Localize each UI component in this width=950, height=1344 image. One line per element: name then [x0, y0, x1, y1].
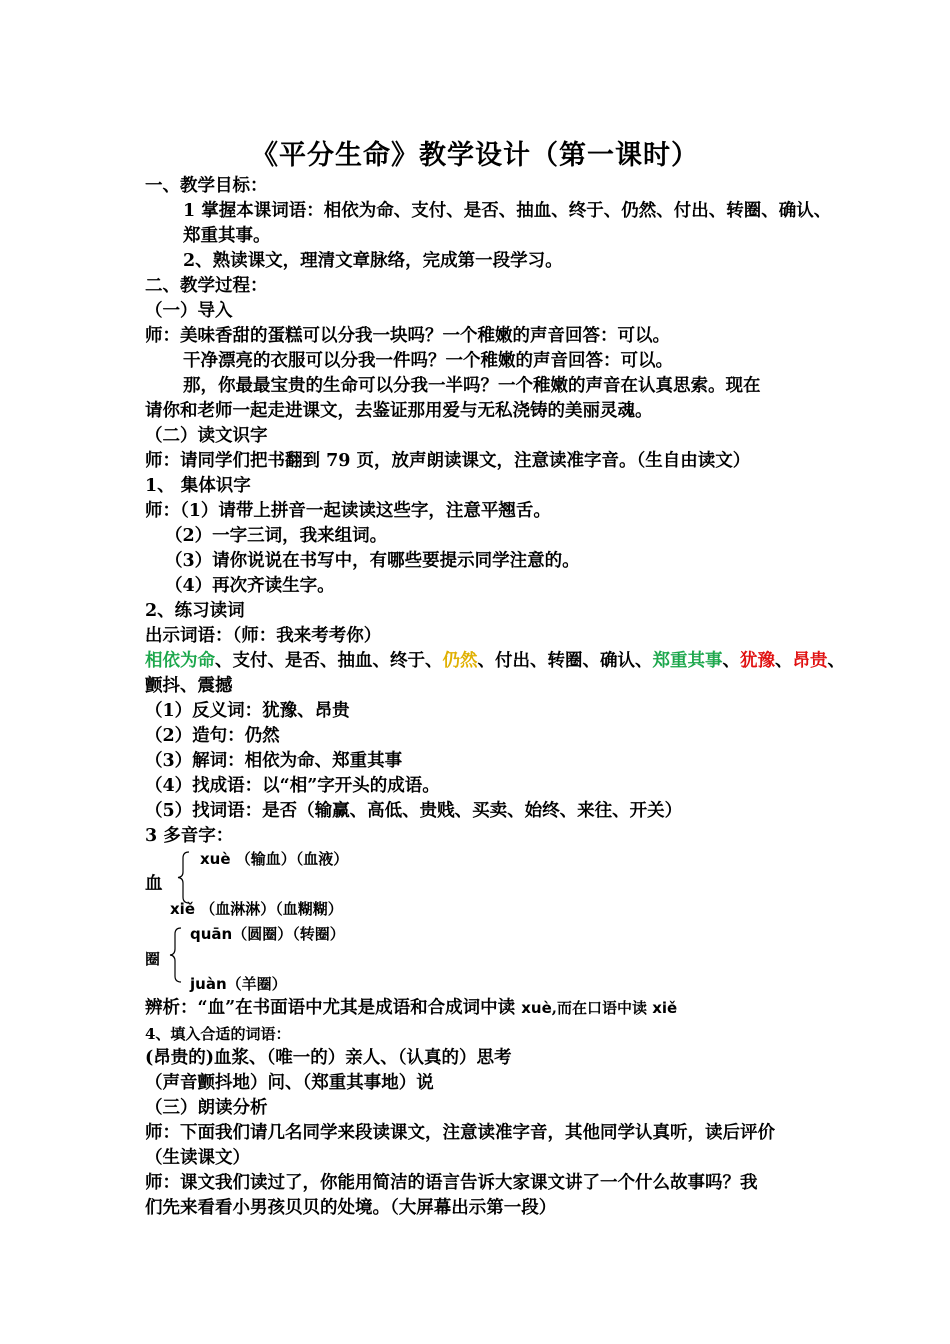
paragraph-line: 师：美味香甜的蛋糕可以分我一块吗？一个稚嫩的声音回答：可以。 — [145, 326, 670, 346]
paragraph-line: 们先来看看小男孩贝贝的处境。（大屏幕出示第一段） — [145, 1198, 557, 1218]
exercise-line: （5）找词语：是否（输赢、高低、贵贱、买卖、始终、来往、开关） — [145, 801, 683, 821]
subsection-reading: （二）读文识字 — [145, 426, 268, 446]
paragraph-line: 师：课文我们读过了，你能用简洁的语言告诉大家课文讲了一个什么故事吗？我 — [145, 1173, 758, 1193]
exercise-line: （3）解词：相依为命、郑重其事 — [145, 751, 403, 771]
vocab-word: 仍然 — [442, 651, 478, 671]
paragraph-line: （4）再次齐读生字。 — [165, 576, 335, 596]
step-heading: 1、 集体识字 — [145, 476, 251, 496]
vocab-word: 相依为命 — [145, 651, 215, 671]
polyphone-reading: xiě （血淋淋）（血糊糊） — [170, 900, 343, 918]
polyphone-reading: xuè （输血）（血液） — [200, 850, 349, 868]
paragraph-line: 师：下面我们请几名同学来段读课文，注意读准字音，其他同学认真听，读后评价 — [145, 1123, 775, 1143]
paragraph-line: (昂贵的)血浆、（唯一的）亲人、（认真的）思考 — [145, 1048, 512, 1068]
paragraph-line: 干净漂亮的衣服可以分我一件吗？一个稚嫩的声音回答：可以。 — [183, 351, 673, 371]
paragraph-line: 师：请同学们把书翻到 79 页，放声朗读课文，注意读准字音。（生自由读文） — [145, 451, 751, 471]
polyphone-char-quan: 圈 — [145, 950, 161, 968]
vocab-word: 、 — [775, 651, 793, 671]
paragraph-line: 那，你最最宝贵的生命可以分我一半吗？一个稚嫩的声音在认真思索。现在 — [183, 376, 761, 396]
page-title: 《平分生命》教学设计（第一课时） — [251, 140, 699, 171]
exercise-line: （2）造句：仍然 — [145, 726, 280, 746]
step-heading: 4、填入合适的词语： — [145, 1025, 291, 1043]
vocab-word: 、付出、转圈、确认、 — [477, 651, 653, 671]
exercise-line: （1）反义词：犹豫、昂贵 — [145, 701, 350, 721]
paragraph-line: 出示词语：（师：我来考考你） — [145, 626, 382, 646]
goal-1-continued: 郑重其事。 — [183, 226, 271, 246]
vocabulary-line-continued: 颤抖、震撼 — [145, 676, 233, 696]
polyphone-char-xue: 血 — [145, 874, 163, 894]
step-heading: 3 多音字： — [145, 826, 234, 846]
vocab-word: 、 — [722, 651, 740, 671]
paragraph-line: （2）一字三词，我来组词。 — [165, 526, 388, 546]
vocab-word: 犹豫 — [740, 651, 775, 671]
goal-1-text: 1 掌握本课词语：相依为命、支付、是否、抽血、终于、仍然、付出、转圈、确认、 — [183, 201, 832, 221]
section-heading-process: 二、教学过程： — [145, 276, 268, 296]
subsection-analysis: （三）朗读分析 — [145, 1098, 268, 1118]
paragraph-line: （生读课文） — [145, 1148, 250, 1168]
subsection-intro: （一）导入 — [145, 301, 233, 321]
analysis-line: 辨析：“血”在书面语中尤其是成语和合成词中读 xuè,而在口语中读 xiě — [145, 998, 678, 1018]
paragraph-line: （3）请你说说在书写中，有哪些要提示同学注意的。 — [165, 551, 580, 571]
paragraph-line: （声音颤抖地）问、（郑重其事地）说 — [145, 1073, 434, 1093]
exercise-line: （4）找成语：以“相”字开头的成语。 — [145, 776, 440, 796]
paragraph-line: 师：（1）请带上拼音一起读读这些字，注意平翘舌。 — [145, 501, 551, 521]
vocab-word: 郑重其事 — [652, 651, 723, 671]
paragraph-line: 请你和老师一起走进课文，去鉴证那用爱与无私浇铸的美丽灵魂。 — [145, 401, 653, 421]
section-heading-goals: 一、教学目标： — [145, 176, 268, 196]
goal-2-text: 2、熟读课文，理清文章脉络，完成第一段学习。 — [183, 251, 563, 271]
left-brace-icon — [166, 926, 184, 984]
vocab-word: 昂贵 — [792, 651, 828, 671]
polyphone-reading: quān（圆圈）（转圈） — [190, 925, 345, 943]
vocabulary-line — [145, 649, 845, 673]
polyphone-reading: juàn（羊圈） — [190, 975, 287, 993]
vocab-word: 、 — [827, 651, 845, 671]
vocab-word: 、支付、是否、抽血、终于、 — [215, 651, 443, 671]
step-heading: 2、练习读词 — [145, 601, 245, 621]
